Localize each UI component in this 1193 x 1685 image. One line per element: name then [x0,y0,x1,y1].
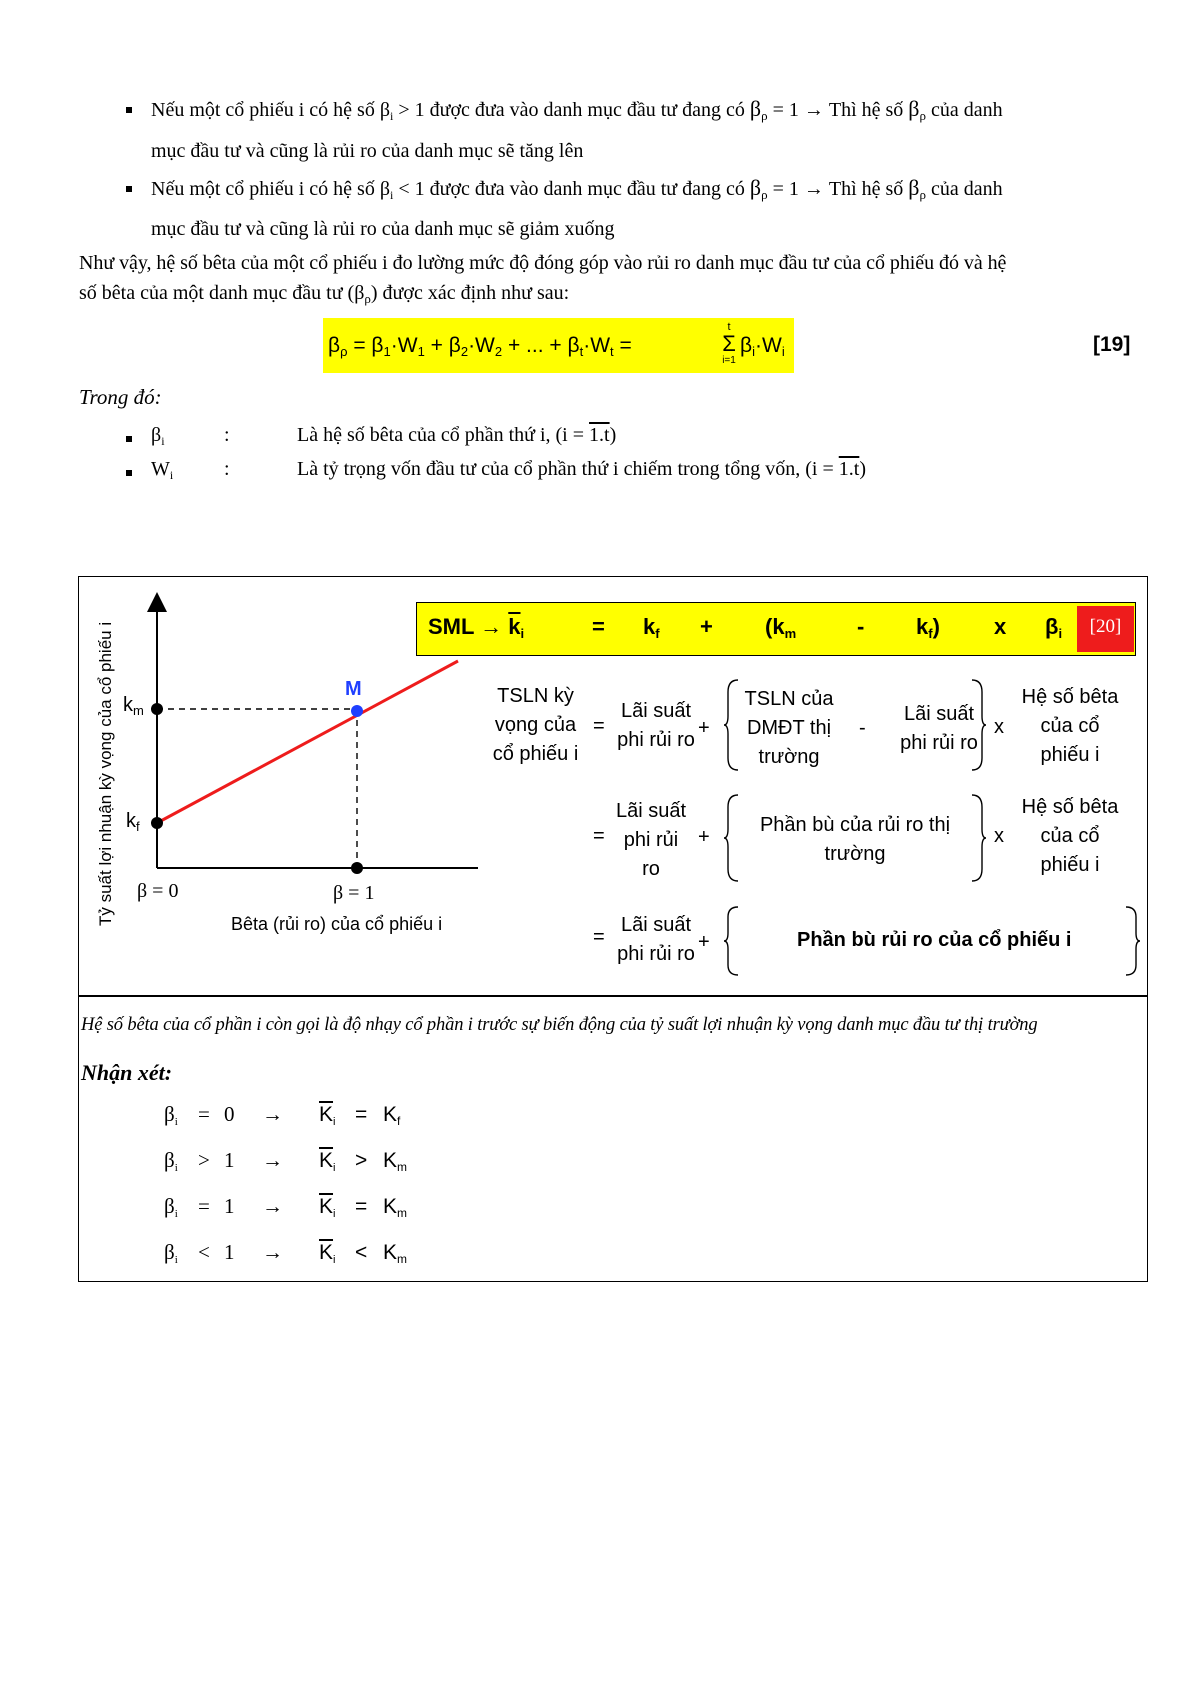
paragraph-line-2: số bêta của một danh mục đầu tư $(\beta_\rho)$ được xác định như sau: [79,282,570,306]
row2-eq: = [593,825,605,847]
def-beta-colon: : [224,424,230,446]
def-beta-symbol: $\beta_i$ [151,424,165,448]
m-label: M [345,678,362,700]
bullet-1-line-1: Nếu một cổ phiếu i có hệ số $\beta_i > 1$ được đưa vào danh mục đầu tư đang có $\beta_\rho = 1$ → Thì hệ số $\beta_\rho$ của danh [151,96,1003,123]
row2-risk-free: Lãi suất phi rủi ro [615,800,687,880]
paragraph-line-1: Như vậy, hệ số bêta của một cổ phiếu i đo lường mức độ đóng góp vào rủi ro danh mục đầu tư của cổ phiếu đó và hệ [79,252,1007,274]
sml-times: x [994,614,1007,639]
sml-kf: $k_f$ [643,614,660,641]
row2-plus: + [698,826,710,848]
beta-sensitivity-note: Hệ số bêta của cổ phần i còn gọi là độ nhạy cổ phần i trước sự biến động của tỷ suất lợi nhuận kỳ vọng danh mục đầu tư thị trường [81,1015,1038,1035]
kf-point [151,817,163,829]
sml-eq: = [592,614,605,639]
bullet-2-line-1: Nếu một cổ phiếu i có hệ số $\beta_i < 1$ được đưa vào danh mục đầu tư đang có $\beta_\rho = 1$ → Thì hệ số $\beta_\rho$ của danh [151,175,1003,202]
bullet-2-line-2: mục đầu tư và cũng là rủi ro của danh mục sẽ giảm xuống [151,218,615,240]
row2-beta: Hệ số bêta của cổ phiếu i [1021,796,1119,876]
bullet-1-line-2: mục đầu tư và cũng là rủi ro của danh mục sẽ tăng lên [151,140,584,162]
row3-eq: = [593,926,605,948]
row3-risk-free: Lãi suất phi rủi ro [617,914,695,965]
def-beta-text: Là hệ số bêta của cổ phần thứ i, (i = 1.t) [297,424,617,446]
row1-plus: + [698,717,710,739]
row3-open-brace [724,905,740,977]
beta-1-label: β = 1 [333,882,375,904]
row3-close-brace [1124,905,1140,977]
km-label: $k_m$ [123,694,144,718]
row1-expected-return: TSLN kỳ vọng của cổ phiếu i [492,685,579,765]
bullet-marker [126,470,132,476]
sml-formula: SML → $\overline{k}_i$ [428,614,525,641]
rule-row: $\beta_i = 1 \to \overline{K}_i = K_m$ [164,1194,408,1220]
row1-close-brace [970,678,986,772]
trong-do-label: Trong đó: [79,385,162,409]
bullet-marker [126,436,132,442]
y-axis-label: Tỷ suất lợi nhuận kỳ vọng của cổ phiếu i [96,621,115,926]
sml-km: ($k_m$ [765,614,797,641]
m-point [351,705,363,717]
bullet-marker [126,186,132,192]
sml-number: [20] [1089,616,1122,637]
row3-stock-premium: Phần bù rủi ro của cổ phiếu i [797,929,1072,951]
kf-label: $k_f$ [126,810,140,834]
row3-plus: + [698,931,710,953]
rule-row: $\beta_i = 0 \to \overline{K}_i = K_f$ [164,1102,401,1128]
frame-divider [78,995,1148,997]
nhan-xet-heading: Nhận xét: [81,1060,173,1085]
km-point [151,703,163,715]
row1-market-return: TSLN của DMĐT thị trường [744,688,834,768]
formula-19-sum: t Σ i=1 [722,321,736,366]
sml-plus: + [700,614,713,639]
row2-market-premium: Phần bù của rủi ro thị trường [759,814,951,865]
row1-beta: Hệ số bêta của cổ phiếu i [1021,686,1119,766]
row2-close-brace [970,793,986,883]
def-w-colon: : [224,458,230,480]
row2-open-brace [724,793,740,883]
rule-row: $\beta_i < 1 \to \overline{K}_i < K_m$ [164,1240,408,1266]
sml-line [157,661,458,823]
sml-minus: - [857,614,865,639]
formula-19: $\beta_\rho = \beta_1\cdot W_1 + \beta_2\cdot W_2$ + ... + $\beta_t\cdot W_t$ = [328,334,632,359]
def-w-text: Là tỷ trọng vốn đầu tư của cổ phần thứ i chiếm trong tổng vốn, (i = 1.t) [297,458,866,480]
row2-times: x [994,825,1004,847]
def-w-symbol: $W_i$ [151,458,174,482]
sml-kf-2: $k_f$) [916,614,940,641]
beta-0-label: β = 0 [137,880,179,902]
row1-minus: - [859,717,866,739]
row1-times: x [994,716,1004,738]
formula-19-tail: $\beta_i\cdot W_i$ [740,334,785,359]
beta1-point [351,862,363,874]
rule-row: $\beta_i > 1 \to \overline{K}_i > K_m$ [164,1148,408,1174]
row1-risk-free-2: Lãi suất phi rủi ro [900,703,978,754]
row1-eq: = [593,715,605,737]
row1-risk-free: Lãi suất phi rủi ro [617,700,695,751]
x-axis-label: Bêta (rủi ro) của cổ phiếu i [231,914,443,934]
formula-19-number: [19] [1093,333,1131,356]
bullet-marker [126,107,132,113]
sml-beta: $\beta_i$ [1045,614,1063,641]
